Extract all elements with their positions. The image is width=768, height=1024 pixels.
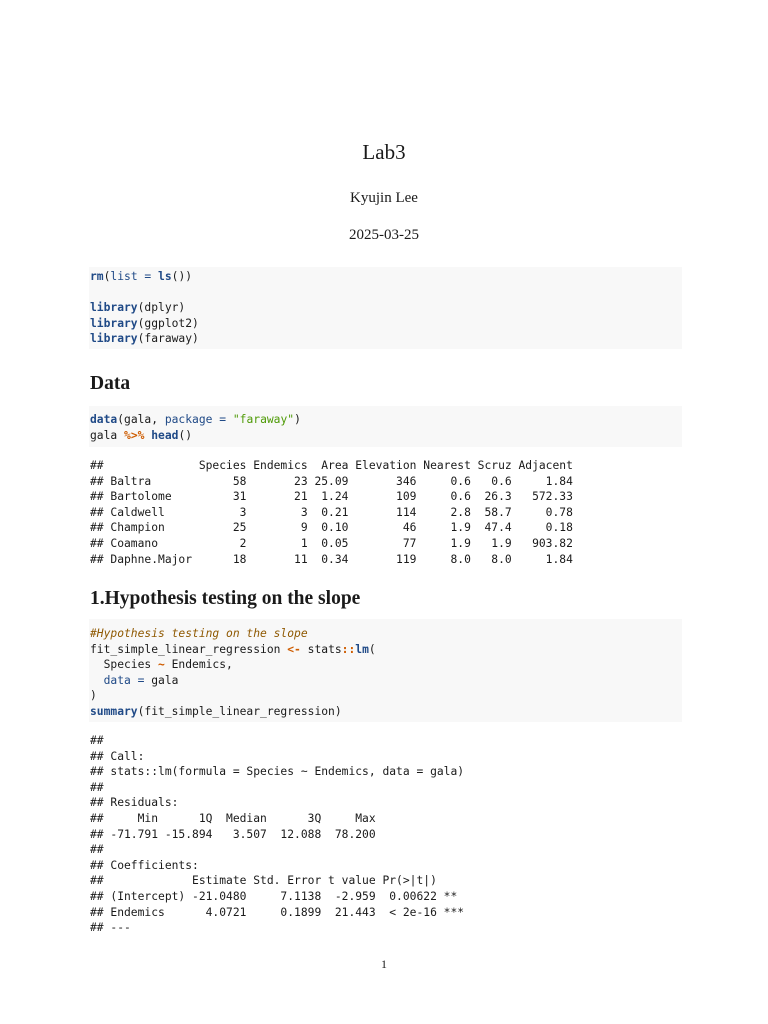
output-line: ## Coamano 2 1 0.05 77 1.9 1.9 903.82 — [90, 536, 573, 550]
output-line: ## Estimate Std. Error t value Pr(>|t|) — [90, 874, 437, 888]
code-token: lm — [355, 642, 369, 656]
code-token: summary — [90, 704, 138, 718]
code-token: package = — [164, 413, 227, 426]
code-token: :: — [341, 642, 356, 656]
code-block-load-data — [89, 406, 682, 447]
code-line — [90, 331, 682, 347]
code-token: ) — [294, 413, 301, 426]
output-line: ## Champion 25 9 0.10 46 1.9 47.4 0.18 — [90, 521, 573, 535]
output-line: ## Residuals: — [90, 796, 179, 810]
code-token: data — [90, 413, 118, 426]
code-line — [90, 316, 682, 332]
code-token: head — [151, 428, 179, 442]
code-token: fit_simple_linear_regression — [90, 642, 288, 656]
output-line: ## Species Endemics Area Elevation Nearest Scruz Adjacent — [90, 459, 573, 472]
code-token: ls — [158, 270, 172, 283]
output-gala-head — [90, 458, 690, 567]
code-token: gala — [90, 428, 125, 442]
code-line — [90, 688, 682, 704]
output-line: ## stats::lm(formula = Species ~ Endemics, data = gala) — [90, 765, 465, 779]
section-heading-hypothesis: 1.Hypothesis testing on the slope — [90, 588, 361, 609]
code-token: library — [90, 332, 138, 346]
code-token — [226, 413, 233, 426]
code-token: <- — [287, 642, 301, 656]
code-token: library — [90, 301, 138, 315]
code-line — [90, 626, 682, 642]
code-token: rm — [90, 270, 104, 283]
code-block-regression — [89, 619, 682, 722]
output-line: ## — [90, 780, 104, 794]
code-token: stats — [300, 642, 342, 656]
output-line: ## Caldwell 3 3 0.21 114 2.8 58.7 0.78 — [90, 505, 573, 519]
output-line: ## Coefficients: — [90, 858, 199, 872]
code-token: (dplyr) — [137, 301, 186, 315]
output-line: ## (Intercept) -21.0480 7.1138 -2.959 0.00622 ** — [90, 889, 458, 903]
output-line: ## — [90, 843, 104, 857]
code-token — [90, 674, 104, 687]
page-number: 1 — [381, 957, 387, 971]
code-line — [90, 673, 682, 689]
code-token: () — [178, 428, 193, 442]
code-line — [90, 412, 682, 428]
output-line: ## Call: — [90, 749, 145, 763]
output-regression-summary — [90, 733, 690, 936]
code-token: %>% — [124, 428, 145, 442]
code-token: gala — [144, 673, 179, 687]
code-token: (ggplot2) — [137, 316, 199, 330]
code-line — [90, 285, 682, 301]
output-line: ## --- — [90, 921, 131, 935]
code-line — [90, 642, 682, 658]
code-token: (faraway) — [137, 332, 199, 346]
code-token: list = — [110, 270, 152, 283]
output-line: ## — [90, 734, 104, 747]
code-token: ()) — [171, 270, 193, 283]
code-line — [90, 269, 682, 285]
code-token: Species — [90, 658, 159, 672]
output-line: ## Daphne.Major 18 11 0.34 119 8.0 8.0 1.84 — [90, 552, 573, 566]
code-line — [90, 657, 682, 673]
output-line: ## -71.791 -15.894 3.507 12.088 78.200 — [90, 827, 376, 841]
document-title: Lab3 — [362, 140, 406, 164]
code-token: ~ — [158, 658, 165, 672]
code-token: #Hypothesis testing on the slope — [90, 627, 308, 640]
code-token: Endemics, — [164, 658, 233, 672]
section-heading-data: Data — [90, 373, 131, 394]
output-line: ## Min 1Q Median 3Q Max — [90, 811, 376, 825]
code-token: data = — [103, 673, 145, 687]
code-line — [90, 428, 682, 444]
output-line: ## Endemics 4.0721 0.1899 21.443 < 2e-16 *** — [90, 905, 465, 919]
code-token: ( — [103, 270, 111, 283]
code-block-setup — [89, 267, 682, 349]
code-token: (gala, — [117, 413, 165, 426]
code-token: "faraway" — [232, 413, 295, 426]
document-author: Kyujin Lee — [350, 190, 418, 206]
document-date: 2025-03-25 — [349, 227, 419, 243]
code-line — [90, 300, 682, 316]
code-line — [90, 704, 682, 720]
code-token: (fit_simple_linear_regression) — [137, 704, 342, 718]
code-token: ) — [90, 689, 97, 703]
code-token: ( — [368, 642, 376, 656]
code-token: library — [90, 316, 138, 330]
output-line: ## Bartolome 31 21 1.24 109 0.6 26.3 572.33 — [90, 490, 573, 504]
output-line: ## Baltra 58 23 25.09 346 0.6 0.6 1.84 — [90, 474, 573, 488]
